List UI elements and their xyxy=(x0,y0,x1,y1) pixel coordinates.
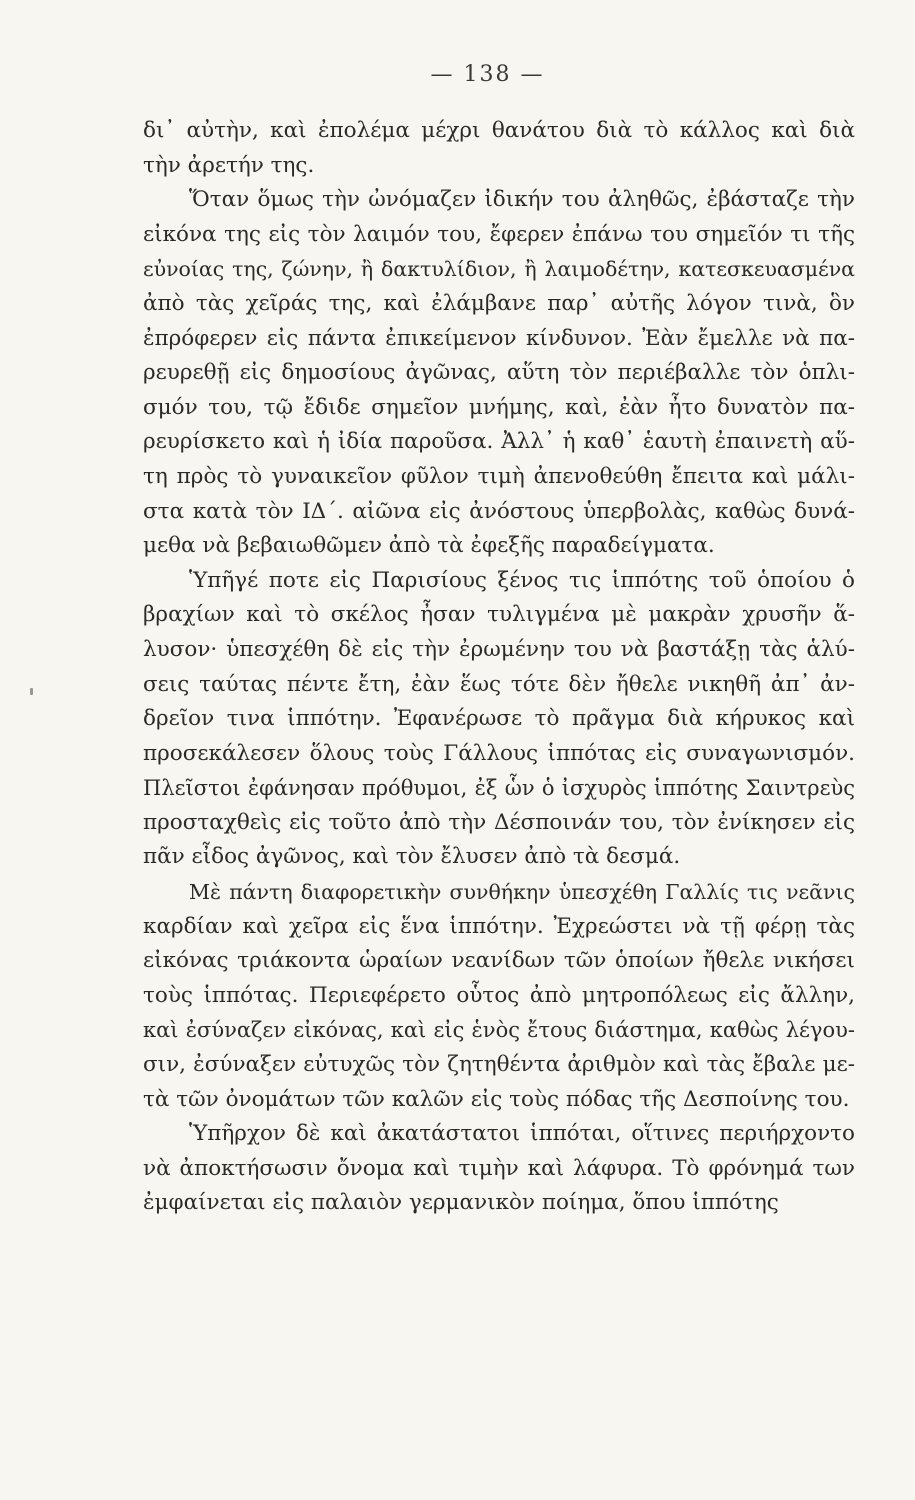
text-line: ἀπὸ τὰς χεῖράς της, καὶ ἐλάμβανε παρ᾽ αὐτῆς λόγον τινὰ, ὃν xyxy=(143,290,855,316)
text-line: τὰ τῶν ὀνομάτων τῶν καλῶν εἰς τοὺς πόδας τῆς Δεσποίνης του. xyxy=(143,1086,850,1112)
body-text xyxy=(143,114,855,1221)
text-line: εἰκόνας τριάκοντα ὡραίων νεανίδων τῶν ὁποίων ἤθελε νικήσει xyxy=(143,948,855,974)
page-number: — 138 — xyxy=(430,62,545,87)
text-line: ἐπρόφερεν εἰς πάντα ἐπικείμενον κίνδυνον. Ἐὰν ἔμελλε νὰ πα- xyxy=(143,325,855,351)
text-line: λυσον· ὑπεσχέθη δὲ εἰς τὴν ἐρωμένην του νὰ βαστάξῃ τὰς ἁλύ- xyxy=(143,636,855,662)
text-line: Ὑπῆρχον δὲ καὶ ἀκατάστατοι ἱππόται, οἵτινες περιήρχοντο xyxy=(189,1121,855,1147)
text-line: προσταχθεὶς εἰς τοῦτο ἀπὸ τὴν Δέσποινάν του, τὸν ἐνίκησεν εἰς xyxy=(143,809,855,835)
text-line: εὐνοίας της, ζώνην, ἢ δακτυλίδιον, ἢ λαιμοδέτην, κατεσκευασμένα xyxy=(143,257,855,282)
text-line: ρευρεθῇ εἰς δημοσίους ἀγῶνας, αὕτη τὸν περιέβαλλε τὸν ὁπλι- xyxy=(143,360,855,386)
text-line: σεις ταύτας πέντε ἔτη, ἐὰν ἕως τότε δὲν ἤθελε νικηθῆ ἀπ᾽ ἀν- xyxy=(143,671,855,697)
margin-mark xyxy=(30,688,33,695)
text-line: ἐμφαίνεται εἰς παλαιὸν γερμανικὸν ποίημα, ὅπου ἱππότης xyxy=(143,1190,779,1216)
text-line: τὴν ἀρετήν της. xyxy=(143,152,315,178)
text-line: σμόν του, τῷ ἔδιδε σημεῖον μνήμης, καὶ, ἐὰν ἦτο δυνατὸν πα- xyxy=(143,394,855,420)
text-line: στα κατὰ τὸν ΙΔ΄. αἰῶνα εἰς ἀνόστους ὑπερβολὰς, καθὼς δυνά- xyxy=(143,498,855,524)
text-line: νὰ ἀποκτήσωσιν ὄνομα καὶ τιμὴν καὶ λάφυρα. Τὸ φρόνημά των xyxy=(143,1155,855,1181)
text-line: Ὅταν ὅμως τὴν ὠνόμαζεν ἰδικήν του ἀληθῶς, ἐβάσταζε τὴν xyxy=(189,187,855,213)
text-line: μεθα νὰ βεβαιωθῶμεν ἀπὸ τὰ ἐφεξῆς παραδείγματα. xyxy=(143,533,715,559)
text-line: πᾶν εἶδος ἀγῶνος, καὶ τὸν ἔλυσεν ἀπὸ τὰ δεσμά. xyxy=(143,844,681,870)
text-line: δι᾽ αὐτὴν, καὶ ἐπολέμα μέχρι θανάτου διὰ τὸ κάλλος καὶ διὰ xyxy=(143,118,855,143)
text-line: εἰκόνα της εἰς τὸν λαιμόν του, ἔφερεν ἐπάνω του σημεῖόν τι τῆς xyxy=(143,221,855,247)
text-line: Ὑπῆγέ ποτε εἰς Παρισίους ξένος τις ἱππότης τοῦ ὁποίου ὁ xyxy=(189,567,855,593)
text-line: καὶ ἐσύναζεν εἰκόνας, καὶ εἰς ἑνὸς ἔτους διάστημα, καθὼς λέγου- xyxy=(143,1018,855,1043)
text-line: ρευρίσκετο καὶ ἡ ἰδία παροῦσα. Ἀλλ᾽ ἡ καθ᾽ ἑαυτὴ ἐπαινετὴ αὕ- xyxy=(143,429,855,455)
text-line: τοὺς ἱππότας. Περιεφέρετο οὗτος ἀπὸ μητροπόλεως εἰς ἄλλην, xyxy=(143,982,855,1008)
text-line: βραχίων καὶ τὸ σκέλος ἦσαν τυλιγμένα μὲ μακρὰν χρυσῆν ἅ- xyxy=(143,602,855,628)
text-line: δρεῖον τινα ἱππότην. Ἐφανέρωσε τὸ πρᾶγμα διὰ κήρυκος καὶ xyxy=(143,706,855,732)
text-line: Πλεῖστοι ἐφάνησαν πρόθυμοι, ἐξ ὧν ὁ ἰσχυρὸς ἱππότης Σαιντρεὺς xyxy=(143,776,855,801)
text-line: προσεκάλεσεν ὅλους τοὺς Γάλλους ἱππότας εἰς συναγωνισμόν. xyxy=(143,740,855,766)
text-line: καρδίαν καὶ χεῖρα εἰς ἕνα ἱππότην. Ἐχρεώστει νὰ τῇ φέρῃ τὰς xyxy=(143,913,855,939)
text-line: τη πρὸς τὸ γυναικεῖον φῦλον τιμὴ ἀπενοθεύθη ἔπειτα καὶ μάλι- xyxy=(143,463,855,489)
text-line: Μὲ πάντη διαφορετικὴν συνθήκην ὑπεσχέθη Γαλλίς τις νεᾶνις xyxy=(189,880,855,905)
text-line: σιν, ἐσύναξεν εὐτυχῶς τὸν ζητηθέντα ἀριθμὸν καὶ τὰς ἔβαλε με- xyxy=(143,1052,855,1078)
